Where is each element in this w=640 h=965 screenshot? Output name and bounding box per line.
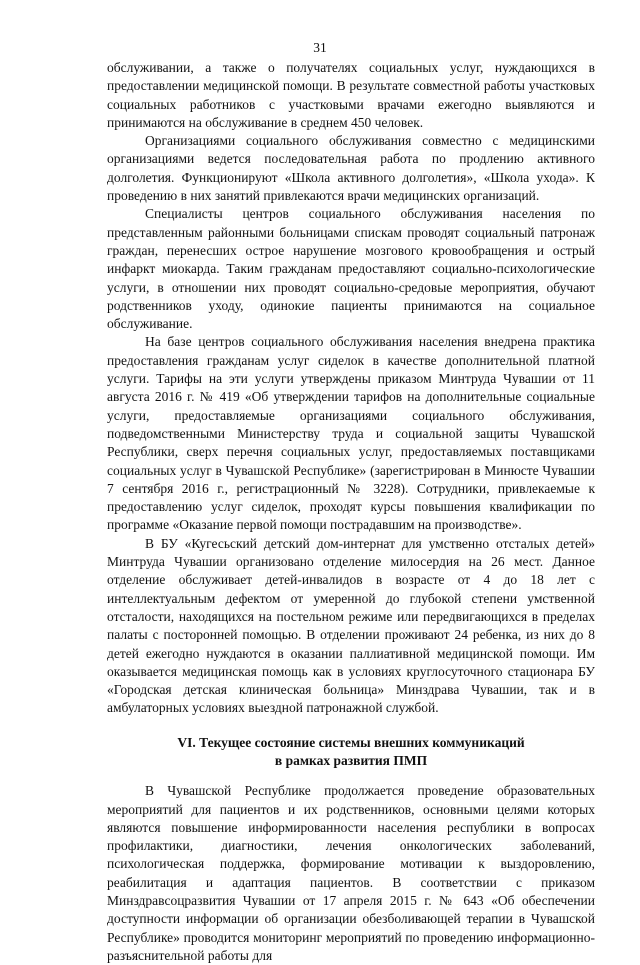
paragraph: обслуживании, а также о получателях социальных услуг, нуждающихся в предоставлении медицинской помощи. В результате совместной работы участковых социальных работников с участковыми врачами ежегодно выявляются и принимаются на обслуживание в среднем 450 человек. (107, 60, 595, 130)
page-body (107, 59, 595, 965)
paragraph: Специалисты центров социального обслуживания населения по представленным районными больницами спискам проводят социальный патронаж граждан, перенесших острое нарушение мозгового кровообращения и острый инфаркт миокарда. Таким гражданам предоставляют социально-психологические услуги, в отношении них проводят социально-средовые мероприятия, обучают родственников уходу, одинокие пациенты принимаются на социальное обслуживание. (107, 206, 595, 332)
page-number: 31 (313, 40, 327, 55)
section-heading-line: VI. Текущее состояние системы внешних коммуникаций (177, 734, 525, 750)
paragraph: В Чувашской Республике продолжается проведение образовательных мероприятий для пациентов и их родственников, основными целями которых являются повышение информированности населения республики в вопросах профилактики, диагностики, лечения онкологических заболеваний, психологическая поддержка, формирование мотивации к выздоровлению, реабилитация и адаптация пациентов. В соответствии с приказом Минздравсоцразвития Чувашии от 17 апреля 2015 г. № 643 «Об обеспечении доступности информации об организации обезболивающей терапии в Чувашской Республике» проводится мониторинг мероприятий по проведению информационно-разъяснительной работы для (107, 783, 595, 963)
section-heading (107, 734, 595, 771)
paragraph: Организациями социального обслуживания совместно с медицинскими организациями ведется последовательная работа по продлению активного долголетия. Функционируют «Школа активного долголетия», «Школа ухода». К проведению в них занятий привлекаются врачи медицинских организаций. (107, 133, 595, 204)
paragraph: На базе центров социального обслуживания населения внедрена практика предоставления гражданам услуг сиделок в качестве дополнительной платной услуги. Тарифы на эти услуги утверждены приказом Минтруда Чувашии от 11 августа 2016 г. № 419 «Об утверждении тарифов на дополнительные социальные услуги, предоставляемые организациями социального обслуживания, подведомственными Министерству труда и социальной защиты Чувашской Республики, сверх перечня социальных услуг, предоставляемых поставщиками социальных услуг в Чувашской Республике» (зарегистрирован в Минюсте Чувашии 7 сентября 2016 г., регистрационный № 3228). Сотрудники, привлекаемые к предоставлению услуг сиделок, проходят курсы повышения квалификации по программе «Оказание первой помощи пострадавшим на производстве». (107, 334, 595, 533)
section-heading-line: в рамках развития ПМП (274, 752, 428, 768)
paragraph: В БУ «Кугесьский детский дом-интернат для умственно отсталых детей» Минтруда Чувашии организовано отделение милосердия на 26 мест. Данное отделение обслуживает детей-инвалидов в возрасте от 4 до 18 лет с интеллектуальным дефектом от умеренной до глубокой степени умственной отсталости, находящихся на постельном режиме или передвигающихся в пределах палаты с посторонней помощью. В отделении проживают 24 ребенка, из них до 8 детей ежегодно нуждаются в оказании паллиативной медицинской помощи. Им оказывается медицинская помощь как в условиях круглосуточного стационара БУ «Городская детская клиническая больница» Минздрава Чувашии, так и в амбулаторных условиях выездной патронажной службой. (107, 535, 595, 716)
